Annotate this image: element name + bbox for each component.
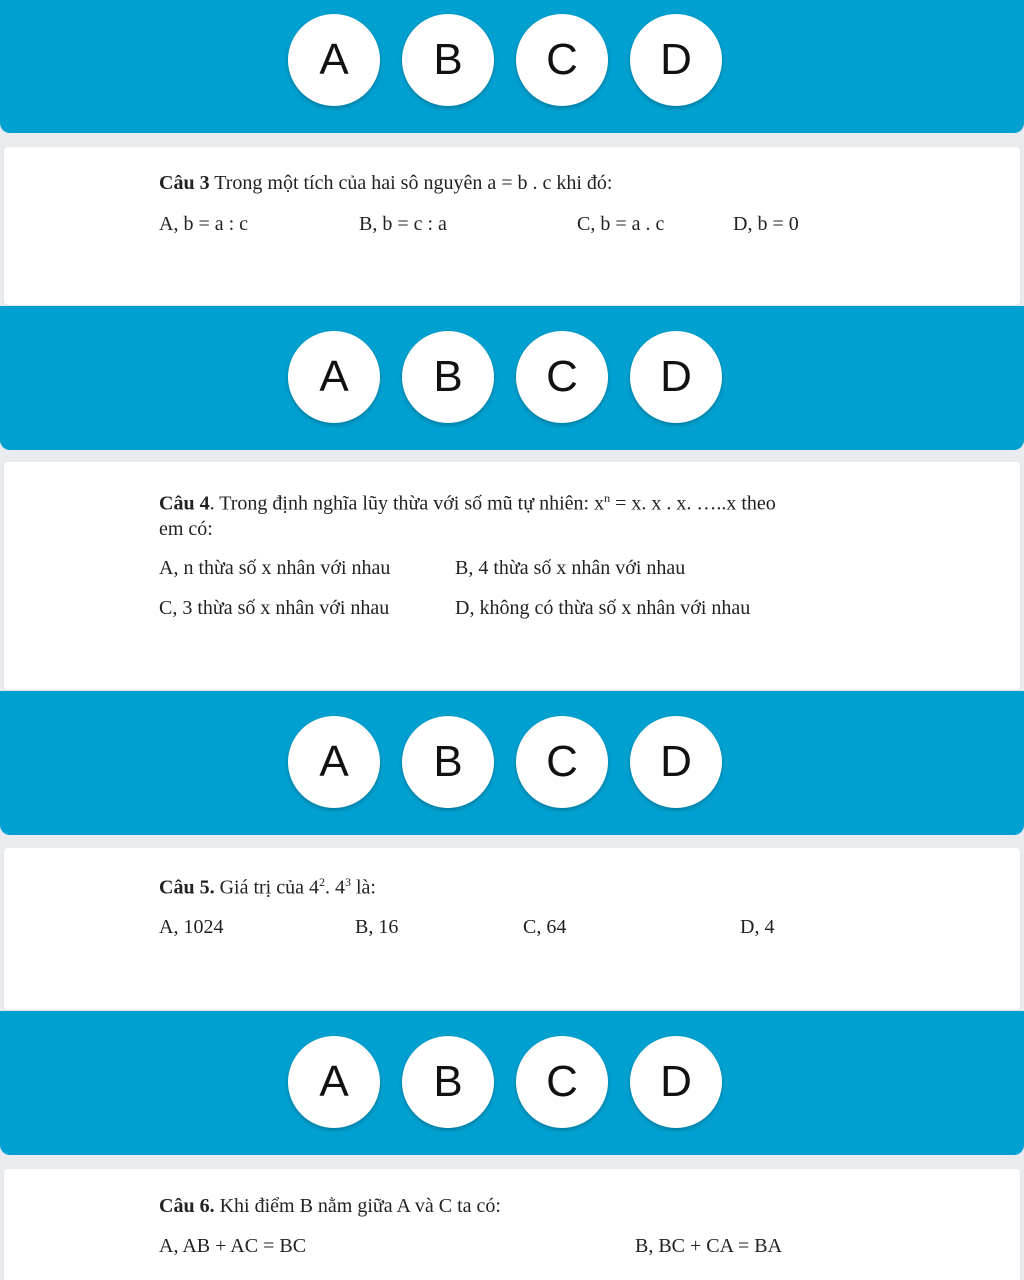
question-card-3 xyxy=(4,147,1020,305)
option-b: B, 16 xyxy=(355,916,399,938)
answer-band-2 xyxy=(0,306,1024,450)
question-card-4 xyxy=(4,462,1020,690)
option-b: B, b = c : a xyxy=(359,213,447,235)
option-a: A, 1024 xyxy=(159,916,224,938)
question-text xyxy=(159,1195,501,1218)
answer-band-1 xyxy=(0,0,1024,133)
exponent-2: 3 xyxy=(344,875,351,889)
option-a: A, AB + AC = BC xyxy=(159,1235,307,1257)
answer-button-a[interactable]: A xyxy=(288,1036,380,1128)
question-text xyxy=(159,491,776,516)
answer-button-c[interactable]: C xyxy=(516,716,608,808)
answer-button-b[interactable]: B xyxy=(402,716,494,808)
answer-button-b[interactable]: B xyxy=(402,331,494,423)
answer-button-c[interactable]: C xyxy=(516,14,608,106)
question-label: Câu 5. xyxy=(159,876,215,899)
question-body-mid: . 4 xyxy=(324,876,345,899)
question-body: . Trong định nghĩa lũy thừa với số mũ tự nhiên: x xyxy=(209,492,605,515)
question-card-5 xyxy=(4,848,1020,1010)
question-text xyxy=(159,172,613,195)
option-c: C, 3 thừa số x nhân với nhau xyxy=(159,597,390,619)
answer-button-a[interactable]: A xyxy=(288,716,380,808)
answer-band-4 xyxy=(0,1011,1024,1155)
option-b: B, 4 thừa số x nhân với nhau xyxy=(455,557,686,579)
answer-button-c[interactable]: C xyxy=(516,1036,608,1128)
answer-button-b[interactable]: B xyxy=(402,1036,494,1128)
answer-button-b[interactable]: B xyxy=(402,14,494,106)
question-body: Giá trị của 4 xyxy=(214,876,319,899)
option-a: A, b = a : c xyxy=(159,213,249,235)
option-d: D, 4 xyxy=(740,916,775,938)
answer-button-d[interactable]: D xyxy=(630,331,722,423)
question-label: Câu 4 xyxy=(159,492,210,515)
option-c: C, b = a . c xyxy=(577,213,665,235)
answer-button-d[interactable]: D xyxy=(630,1036,722,1128)
answer-button-c[interactable]: C xyxy=(516,331,608,423)
answer-button-a[interactable]: A xyxy=(288,331,380,423)
option-d: D, không có thừa số x nhân với nhau xyxy=(455,597,751,619)
answer-button-a[interactable]: A xyxy=(288,14,380,106)
question-label: Câu 6. xyxy=(159,1195,215,1217)
answer-band-3 xyxy=(0,691,1024,835)
question-card-6 xyxy=(4,1169,1020,1280)
answer-button-d[interactable]: D xyxy=(630,14,722,106)
option-b: B, BC + CA = BA xyxy=(635,1235,783,1257)
option-a: A, n thừa số x nhân với nhau xyxy=(159,557,391,579)
question-text-line2: em có: xyxy=(159,518,213,540)
exponent-1: 2 xyxy=(318,875,325,889)
answer-button-d[interactable]: D xyxy=(630,716,722,808)
question-label: Câu 3 xyxy=(159,172,210,194)
question-body-cont: = x. x . x. …..x theo xyxy=(610,492,776,515)
option-c: C, 64 xyxy=(523,916,567,938)
question-body-end: là: xyxy=(350,876,376,899)
question-text xyxy=(159,875,376,900)
option-d: D, b = 0 xyxy=(733,213,799,235)
question-body: Khi điểm B nằm giữa A và C ta có: xyxy=(214,1195,501,1217)
question-body: Trong một tích của hai sô nguyên a = b . c khi đó: xyxy=(209,172,613,194)
exponent: n xyxy=(604,491,611,505)
